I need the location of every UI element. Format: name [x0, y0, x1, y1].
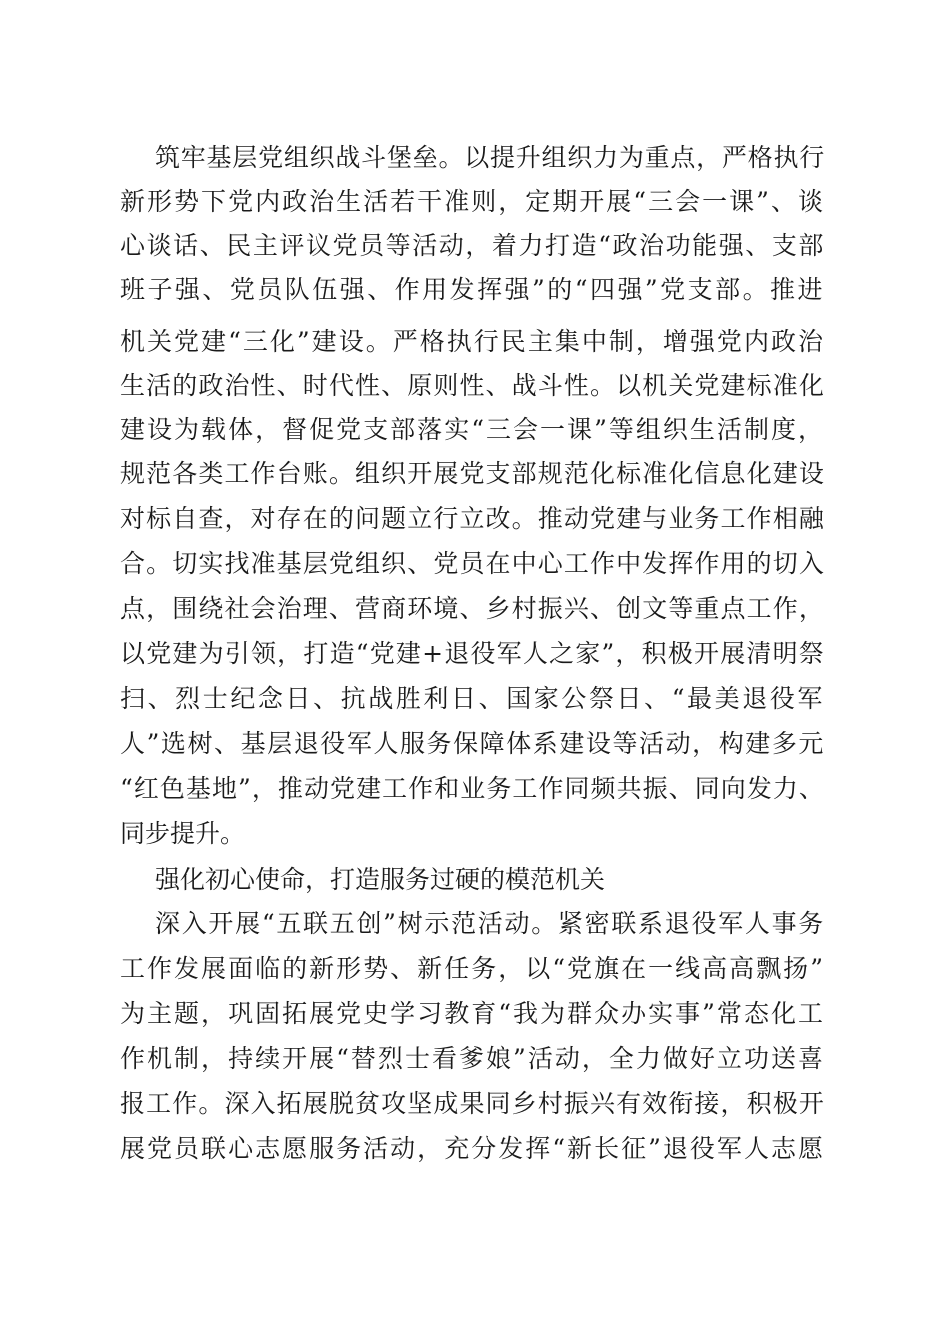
text-line: 同步提升。 [120, 819, 246, 848]
text-line: 工作发展面临的新形势、新任务，以“党旗在一线高高飘扬” [120, 954, 825, 983]
text-line: 为主题，巩固拓展党史学习教育“我为群众办实事”常态化工 [120, 999, 825, 1028]
text-line: 规范各类工作台账。组织开展党支部规范化标准化信息化建设 [120, 459, 825, 488]
paragraph-1-line [0, 677, 950, 721]
paragraph-1-line [0, 408, 950, 452]
paragraph-1-line [0, 180, 950, 224]
paragraph-2-line [0, 947, 950, 991]
paragraph-1-line [0, 136, 950, 180]
text-line: 机关党建“三化”建设。严格执行民主集中制，增强党内政治 [120, 327, 825, 356]
text-line: 对标自查，对存在的问题立行立改。推动党建与业务工作相融 [120, 504, 825, 533]
heading-text: 强化初心使命，打造服务过硬的模范机关 [155, 865, 606, 894]
paragraph-1-line [0, 320, 950, 364]
text-line: 报工作。深入拓展脱贫攻坚成果同乡村振兴有效衔接，积极开 [120, 1089, 825, 1118]
paragraph-2-line [0, 1082, 950, 1126]
paragraph-2-line [0, 902, 950, 946]
text-line: 心谈话、民主评议党员等活动，着力打造“政治功能强、支部 [120, 231, 825, 260]
text-line: 点，围绕社会治理、营商环境、乡村振兴、创文等重点工作， [120, 594, 825, 623]
paragraph-1-line [0, 722, 950, 766]
paragraph-1-line [0, 767, 950, 811]
paragraph-1-line [0, 542, 950, 586]
text-line: 深入开展“五联五创”树示范活动。紧密联系退役军人事务 [155, 909, 825, 938]
text-line: 展党员联心志愿服务活动，充分发挥“新长征”退役军人志愿 [120, 1134, 825, 1163]
text-line: 人”选树、基层退役军人服务保障体系建设等活动，构建多元 [120, 729, 825, 758]
paragraph-1-line [0, 812, 950, 856]
text-line: 建设为载体，督促党支部落实“三会一课”等组织生活制度， [120, 415, 825, 444]
text-line: 班子强、党员队伍强、作用发挥强”的“四强”党支部。推进 [120, 275, 825, 304]
paragraph-1-line [0, 497, 950, 541]
text-line: 扫、烈士纪念日、抗战胜利日、国家公祭日、“最美退役军 [120, 684, 825, 713]
paragraph-2-line [0, 1037, 950, 1081]
text-line: 作机制，持续开展“替烈士看爹娘”活动，全力做好立功送喜 [120, 1044, 825, 1073]
text-line: 生活的政治性、时代性、原则性、战斗性。以机关党建标准化 [120, 371, 825, 400]
paragraph-2-line [0, 992, 950, 1036]
text-line: “红色基地”，推动党建工作和业务工作同频共振、同向发力、 [120, 774, 825, 803]
text-line: 合。切实找准基层党组织、党员在中心工作中发挥作用的切入 [120, 549, 825, 578]
paragraph-1-line [0, 452, 950, 496]
paragraph-1-line [0, 587, 950, 631]
text-line: 以党建为引领，打造“党建+退役军人之家”，积极开展清明祭 [120, 639, 825, 668]
paragraph-1-line [0, 364, 950, 408]
section-heading [0, 858, 950, 902]
paragraph-1-line [0, 268, 950, 312]
text-line: 筑牢基层党组织战斗堡垒。以提升组织力为重点，严格执行 [155, 143, 825, 172]
text-line: 新形势下党内政治生活若干准则，定期开展“三会一课”、谈 [120, 187, 825, 216]
paragraph-1-line [0, 224, 950, 268]
paragraph-1-line [0, 632, 950, 676]
paragraph-2-line [0, 1127, 950, 1171]
